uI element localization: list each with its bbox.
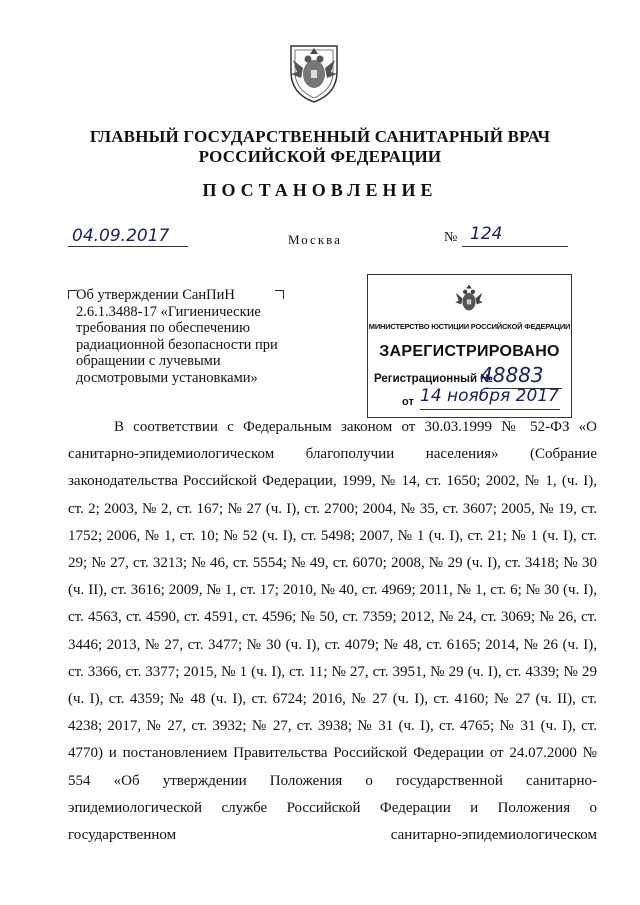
stamp-date-label: от bbox=[402, 396, 414, 408]
body-paragraph: В соответствии с Федеральным законом от 30.03.1999 № 52-ФЗ «О санитарно-эпидемиологическом благополучии населения» (Собрание законодательства Российской Федерации, 1999, № 14, ст. 1650; 2002, № 1, (ч. I), ст. 2; 2003, № 2, ст. 167; № 27 (ч. I), ст. 2700; 2004, № 35, ст. 3607; 2005, № 19, ст. 1752; 2006, № 1, ст. 10; № 52 (ч. I), ст. 5498; 2007, № 1 (ч. I), ст. 21; № 1 (ч. I), ст. 29; № 27, ст. 3213; № 46, ст. 5554; № 49, ст. 6070; 2008, № 29 (ч. I), ст. 3418; № 30 (ч. II), ст. 3616; 2009, № 1, ст. 17; 2010, № 40, ст. 4969; 2011, № 1, ст. 6; № 30 (ч. I), ст. 4563, ст. 4590, ст. 4591, ст. 4596; № 50, ст. 7359; 2012, № 24, ст. 3069; № 26, ст. 3446; 2013, № 27, ст. 3477; № 30 (ч. I), ст. 4079; № 48, ст. 6165; 2014, № 26 (ч. I), ст. 3366, ст. 3377; 2015, № 1 (ч. I), ст. 11; № 27, ст. 3951, № 29 (ч. I), ст. 4339; № 29 (ч. I), ст. 4359; № 48 (ч. I), ст. 6724; 2016, № 27 (ч. I), ст. 4160; № 27 (ч. II), ст. 4238; 2017, № 27, ст. 3932; № 27, ст. 3938; № 31 (ч. I), ст. 4765; № 31 (ч. I), ст. 4770) и постановлением Правительства Российской Федерации от 24.07.2000 № 554 «Об утверждении Положения о государственной санитарно-эпидемиологической службе Российской Федерации и Положения о государственном санитарно-эпидемиологическом bbox=[68, 419, 597, 844]
date-underline bbox=[68, 246, 188, 247]
stamp-reg-label: Регистрационный № bbox=[374, 373, 494, 385]
russian-coat-of-arms-icon bbox=[287, 42, 341, 104]
document-city: Москва bbox=[288, 232, 342, 247]
stamp-date-underline bbox=[420, 409, 560, 410]
stamp-date-value: 14 ноября 2017 bbox=[420, 386, 559, 406]
stamp-ministry: МИНИСТЕРСТВО ЮСТИЦИИ РОССИЙСКОЙ ФЕДЕРАЦИИ bbox=[368, 322, 571, 331]
stamp-reg-number: 48883 bbox=[480, 363, 544, 387]
registration-stamp bbox=[367, 274, 572, 418]
document-subject: Об утверждении СанПиН 2.6.1.3488-17 «Гигиенические требования по обеспечению радиационной безопасности при обращении с лучевыми досмотровыми установками» bbox=[76, 287, 278, 386]
authority-subtitle: РОССИЙСКОЙ ФЕДЕРАЦИИ bbox=[198, 147, 442, 166]
number-label: № bbox=[444, 230, 458, 245]
document-date: 04.09.2017 bbox=[72, 226, 170, 246]
stamp-registered: ЗАРЕГИСТРИРОВАНО bbox=[379, 343, 560, 360]
document-number: 124 bbox=[470, 224, 503, 244]
russian-coat-of-arms-icon bbox=[454, 283, 484, 317]
authority-title: ГЛАВНЫЙ ГОСУДАРСТВЕННЫЙ САНИТАРНЫЙ ВРАЧ bbox=[89, 127, 551, 146]
number-underline bbox=[462, 246, 568, 247]
document-type: ПОСТАНОВЛЕНИЕ bbox=[202, 180, 438, 200]
